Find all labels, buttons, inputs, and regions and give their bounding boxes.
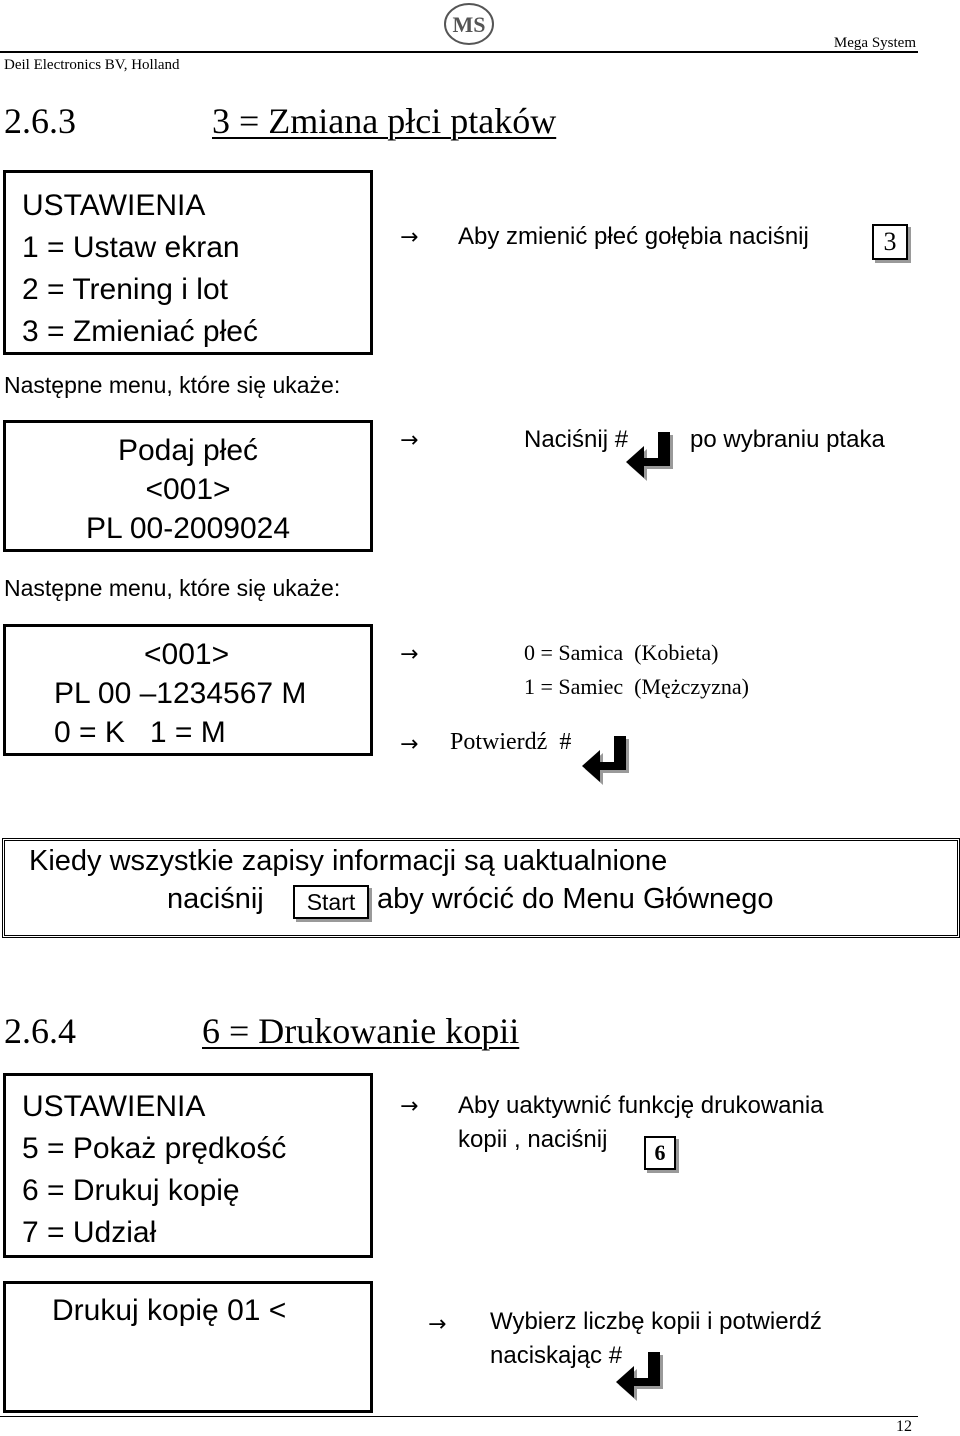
menu-line: <001>	[145, 473, 231, 506]
settings-menu-lines-2	[22, 1086, 286, 1254]
key-6-button	[644, 1136, 676, 1170]
instruction-confirm-hash: naciskając #	[490, 1342, 623, 1369]
right-arrow-icon: →	[428, 1312, 447, 1337]
menu-line: 1 = Ustaw ekran	[22, 231, 240, 264]
menu-line: <001>	[144, 638, 230, 671]
next-menu-label-2: Następne menu, które się ukaże:	[4, 575, 341, 601]
enter-sex-lines	[6, 431, 370, 548]
instruction-copies-press: kopii , naciśnij	[458, 1126, 608, 1153]
menu-line: USTAWIENIA	[22, 1090, 206, 1123]
header-product: Mega System	[833, 35, 916, 51]
header-rule	[0, 51, 918, 53]
settings-menu-lines	[22, 185, 258, 353]
right-arrow-icon: →	[400, 642, 419, 667]
logo-icon	[443, 2, 495, 46]
page-number: 12	[896, 1418, 912, 1435]
start-key-label: Start	[306, 888, 356, 915]
instruction-change-sex: Aby zmienić płeć gołębia naciśnij	[458, 223, 809, 250]
right-arrow-icon: →	[400, 732, 419, 757]
instruction-after-bird: po wybraniu ptaka	[690, 426, 885, 453]
menu-line: Podaj płeć	[117, 434, 259, 467]
menu-line: PL 00 –1234567 M	[54, 677, 307, 710]
menu-line: 5 = Pokaż prędkość	[22, 1132, 287, 1165]
footer-rule	[0, 1416, 918, 1417]
key-3-button	[872, 224, 908, 260]
menu-line: 6 = Drukuj kopię	[22, 1174, 240, 1207]
menu-line: 2 = Trening i lot	[22, 273, 228, 306]
instruction-activate-print: Aby uaktywnić funkcję drukowania	[458, 1092, 824, 1119]
section2-number: 2.6.4	[4, 1011, 76, 1051]
enter-key-icon	[614, 1350, 670, 1408]
key-label: 6	[654, 1140, 666, 1165]
menu-line: PL 00-2009024	[85, 512, 291, 545]
update-note-box	[2, 838, 960, 938]
header-company: Deil Electronics BV, Holland	[4, 57, 180, 73]
right-arrow-icon: →	[400, 1094, 419, 1119]
right-arrow-icon: →	[400, 428, 419, 453]
section2-title	[202, 1010, 519, 1052]
print-copies-box	[3, 1281, 373, 1413]
section2-title-text: 6 = Drukowanie kopii	[202, 1011, 520, 1051]
enter-key-icon	[624, 430, 680, 488]
instruction-choose-copies: Wybierz liczbę kopii i potwierdź	[490, 1308, 822, 1335]
note-press: naciśnij	[167, 883, 264, 915]
enter-sex-box	[3, 420, 373, 552]
menu-line: 3 = Zmieniać płeć	[22, 315, 258, 348]
right-arrow-icon: →	[400, 225, 419, 250]
start-key-button	[293, 885, 369, 919]
menu-line: USTAWIENIA	[22, 189, 206, 222]
menu-line: 0 = K 1 = M	[54, 716, 226, 749]
note-return: aby wrócić do Menu Głównego	[377, 883, 774, 915]
sex-select-lines	[54, 635, 306, 752]
svg-text:MS: MS	[452, 12, 486, 37]
section1-number: 2.6.3	[4, 101, 76, 141]
option-female: 0 = Samica (Kobieta)	[524, 640, 719, 665]
instruction-press-hash: Naciśnij #	[524, 426, 629, 453]
settings-menu-box-2	[3, 1073, 373, 1258]
next-menu-label: Następne menu, które się ukaże:	[4, 372, 341, 398]
option-male: 1 = Samiec (Mężczyzna)	[524, 674, 749, 699]
key-label: 3	[883, 227, 897, 256]
print-copies-line: Drukuj kopię 01 <	[52, 1294, 287, 1327]
section1-title	[212, 100, 556, 142]
confirm-label: Potwierdź #	[450, 729, 572, 755]
section1-title-text: 3 = Zmiana płci ptaków	[212, 101, 557, 141]
enter-key-icon	[580, 734, 636, 792]
menu-line: 7 = Udział	[22, 1216, 157, 1249]
settings-menu-box	[3, 170, 373, 355]
sex-select-box	[3, 624, 373, 756]
note-line-1: Kiedy wszystkie zapisy informacji są uaktualnione	[29, 845, 668, 877]
